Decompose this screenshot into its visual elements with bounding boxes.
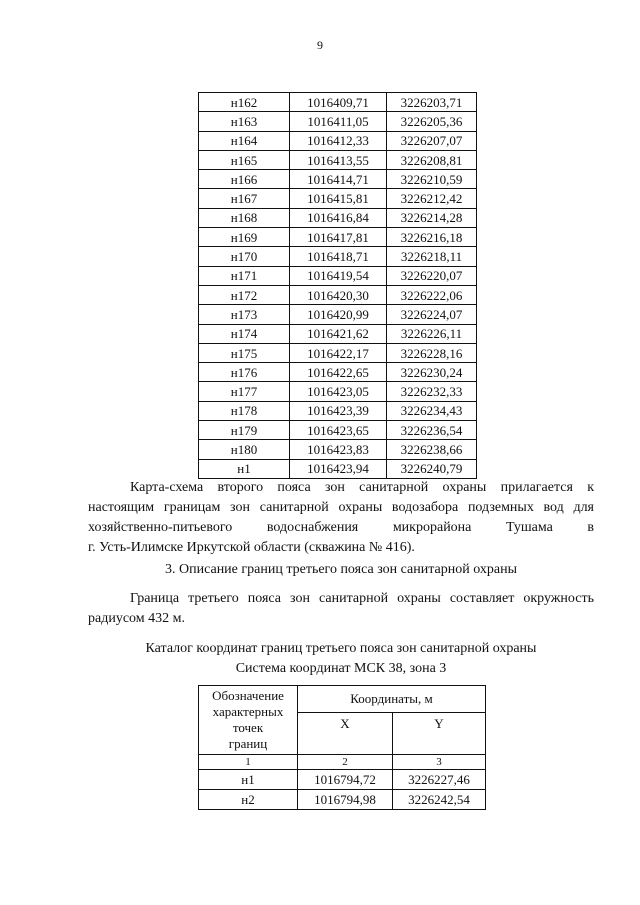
x-cell: 1016412,33 [290, 131, 387, 150]
y-cell: 3226222,06 [387, 285, 477, 304]
table-row [199, 93, 477, 112]
y-cell: 3226232,33 [387, 382, 477, 401]
table-row [199, 421, 477, 440]
page-number: 9 [317, 38, 323, 52]
y-cell: 3226242,54 [393, 790, 486, 810]
x-cell: 1016409,71 [290, 93, 387, 112]
x-cell: 1016423,65 [290, 421, 387, 440]
table-row [199, 228, 477, 247]
y-cell: 3226240,79 [387, 459, 477, 478]
table-row [199, 382, 477, 401]
point-cell: н2 [199, 790, 298, 810]
y-cell: 3226214,28 [387, 208, 477, 227]
x-cell: 1016794,98 [298, 790, 393, 810]
y-cell: 3226216,18 [387, 228, 477, 247]
x-cell: 1016423,39 [290, 401, 387, 420]
table-row [199, 770, 486, 790]
y-cell: 3226205,36 [387, 112, 477, 131]
point-cell: н175 [199, 343, 290, 362]
x-cell: 1016423,83 [290, 440, 387, 459]
x-cell: 1016418,71 [290, 247, 387, 266]
table-row [199, 459, 477, 478]
paragraph-line: Карта-схема второго пояса зон санитарной охраны прилагается к [130, 480, 594, 495]
y-cell: 3226230,24 [387, 363, 477, 382]
x-cell: 1016420,30 [290, 285, 387, 304]
coordinates-header: Координаты, м [298, 686, 486, 713]
x-cell: 1016421,62 [290, 324, 387, 343]
table-row [199, 189, 477, 208]
table-row [199, 266, 477, 285]
paragraph-line: г. Усть-Илимске Иркутской области (скважина № 416). [88, 540, 415, 555]
point-cell: н173 [199, 305, 290, 324]
x-cell: 1016417,81 [290, 228, 387, 247]
y-cell: 3226208,81 [387, 150, 477, 169]
x-cell: 1016411,05 [290, 112, 387, 131]
point-cell: н1 [199, 459, 290, 478]
section-heading: 3. Описание границ третьего пояса зон санитарной охраны [165, 562, 517, 577]
point-cell: н172 [199, 285, 290, 304]
table-row [199, 401, 477, 420]
column-number: 1 [199, 755, 298, 770]
x-cell: 1016423,94 [290, 459, 387, 478]
x-cell: 1016419,54 [290, 266, 387, 285]
catalog-title-line: Каталог координат границ третьего пояса зон санитарной охраны [145, 641, 537, 656]
y-cell: 3226218,11 [387, 247, 477, 266]
y-cell: 3226228,16 [387, 343, 477, 362]
paragraph-line: настоящим границам зон санитарной охраны водозабора подземных вод для [88, 500, 594, 515]
x-cell: 1016413,55 [290, 150, 387, 169]
point-cell: н169 [199, 228, 290, 247]
point-cell: н174 [199, 324, 290, 343]
catalog-subtitle-line: Система координат МСК 38, зона 3 [235, 661, 447, 676]
coordinates-table-continuation [198, 92, 477, 479]
point-cell: н164 [199, 131, 290, 150]
y-cell: 3226203,71 [387, 93, 477, 112]
point-cell: н168 [199, 208, 290, 227]
point-cell: н1 [199, 770, 298, 790]
table-row [199, 131, 477, 150]
third-belt-coordinates-table [198, 685, 486, 810]
table-row [199, 150, 477, 169]
y-cell: 3226212,42 [387, 189, 477, 208]
table-row [199, 790, 486, 810]
column-number: 2 [298, 755, 393, 770]
x-cell: 1016420,99 [290, 305, 387, 324]
point-designation-header: Обозначение характерных точек границ [199, 686, 298, 755]
point-cell: н177 [199, 382, 290, 401]
paragraph-line: хозяйственно-питьевого водоснабжения микрорайона Тушама в [88, 520, 594, 535]
section-paragraph [88, 589, 594, 629]
catalog-title [88, 639, 594, 679]
point-cell: н179 [199, 421, 290, 440]
table-row [199, 208, 477, 227]
table-row [199, 112, 477, 131]
x-cell: 1016794,72 [298, 770, 393, 790]
y-cell: 3226238,66 [387, 440, 477, 459]
y-cell: 3226207,07 [387, 131, 477, 150]
y-cell: 3226236,54 [387, 421, 477, 440]
x-cell: 1016423,05 [290, 382, 387, 401]
table-row [199, 170, 477, 189]
table-row [199, 343, 477, 362]
point-cell: н180 [199, 440, 290, 459]
point-cell: н176 [199, 363, 290, 382]
y-cell: 3226220,07 [387, 266, 477, 285]
y-cell: 3226210,59 [387, 170, 477, 189]
x-cell: 1016422,17 [290, 343, 387, 362]
x-cell: 1016414,71 [290, 170, 387, 189]
map-scheme-paragraph [88, 478, 594, 558]
point-cell: н178 [199, 401, 290, 420]
point-cell: н165 [199, 150, 290, 169]
table-row [199, 247, 477, 266]
x-cell: 1016416,84 [290, 208, 387, 227]
paragraph-line: радиусом 432 м. [88, 611, 185, 626]
point-cell: н171 [199, 266, 290, 285]
table-row [199, 285, 477, 304]
point-cell: н163 [199, 112, 290, 131]
table-row [199, 324, 477, 343]
point-cell: н166 [199, 170, 290, 189]
paragraph-line: Граница третьего пояса зон санитарной охраны составляет окружность [130, 591, 594, 606]
x-cell: 1016415,81 [290, 189, 387, 208]
x-header: X [298, 713, 393, 755]
column-number: 3 [393, 755, 486, 770]
table-row [199, 363, 477, 382]
point-cell: н170 [199, 247, 290, 266]
y-cell: 3226227,46 [393, 770, 486, 790]
table-row [199, 440, 477, 459]
y-cell: 3226226,11 [387, 324, 477, 343]
y-cell: 3226234,43 [387, 401, 477, 420]
point-cell: н167 [199, 189, 290, 208]
x-cell: 1016422,65 [290, 363, 387, 382]
y-cell: 3226224,07 [387, 305, 477, 324]
table-row [199, 305, 477, 324]
y-header: Y [393, 713, 486, 755]
point-cell: н162 [199, 93, 290, 112]
